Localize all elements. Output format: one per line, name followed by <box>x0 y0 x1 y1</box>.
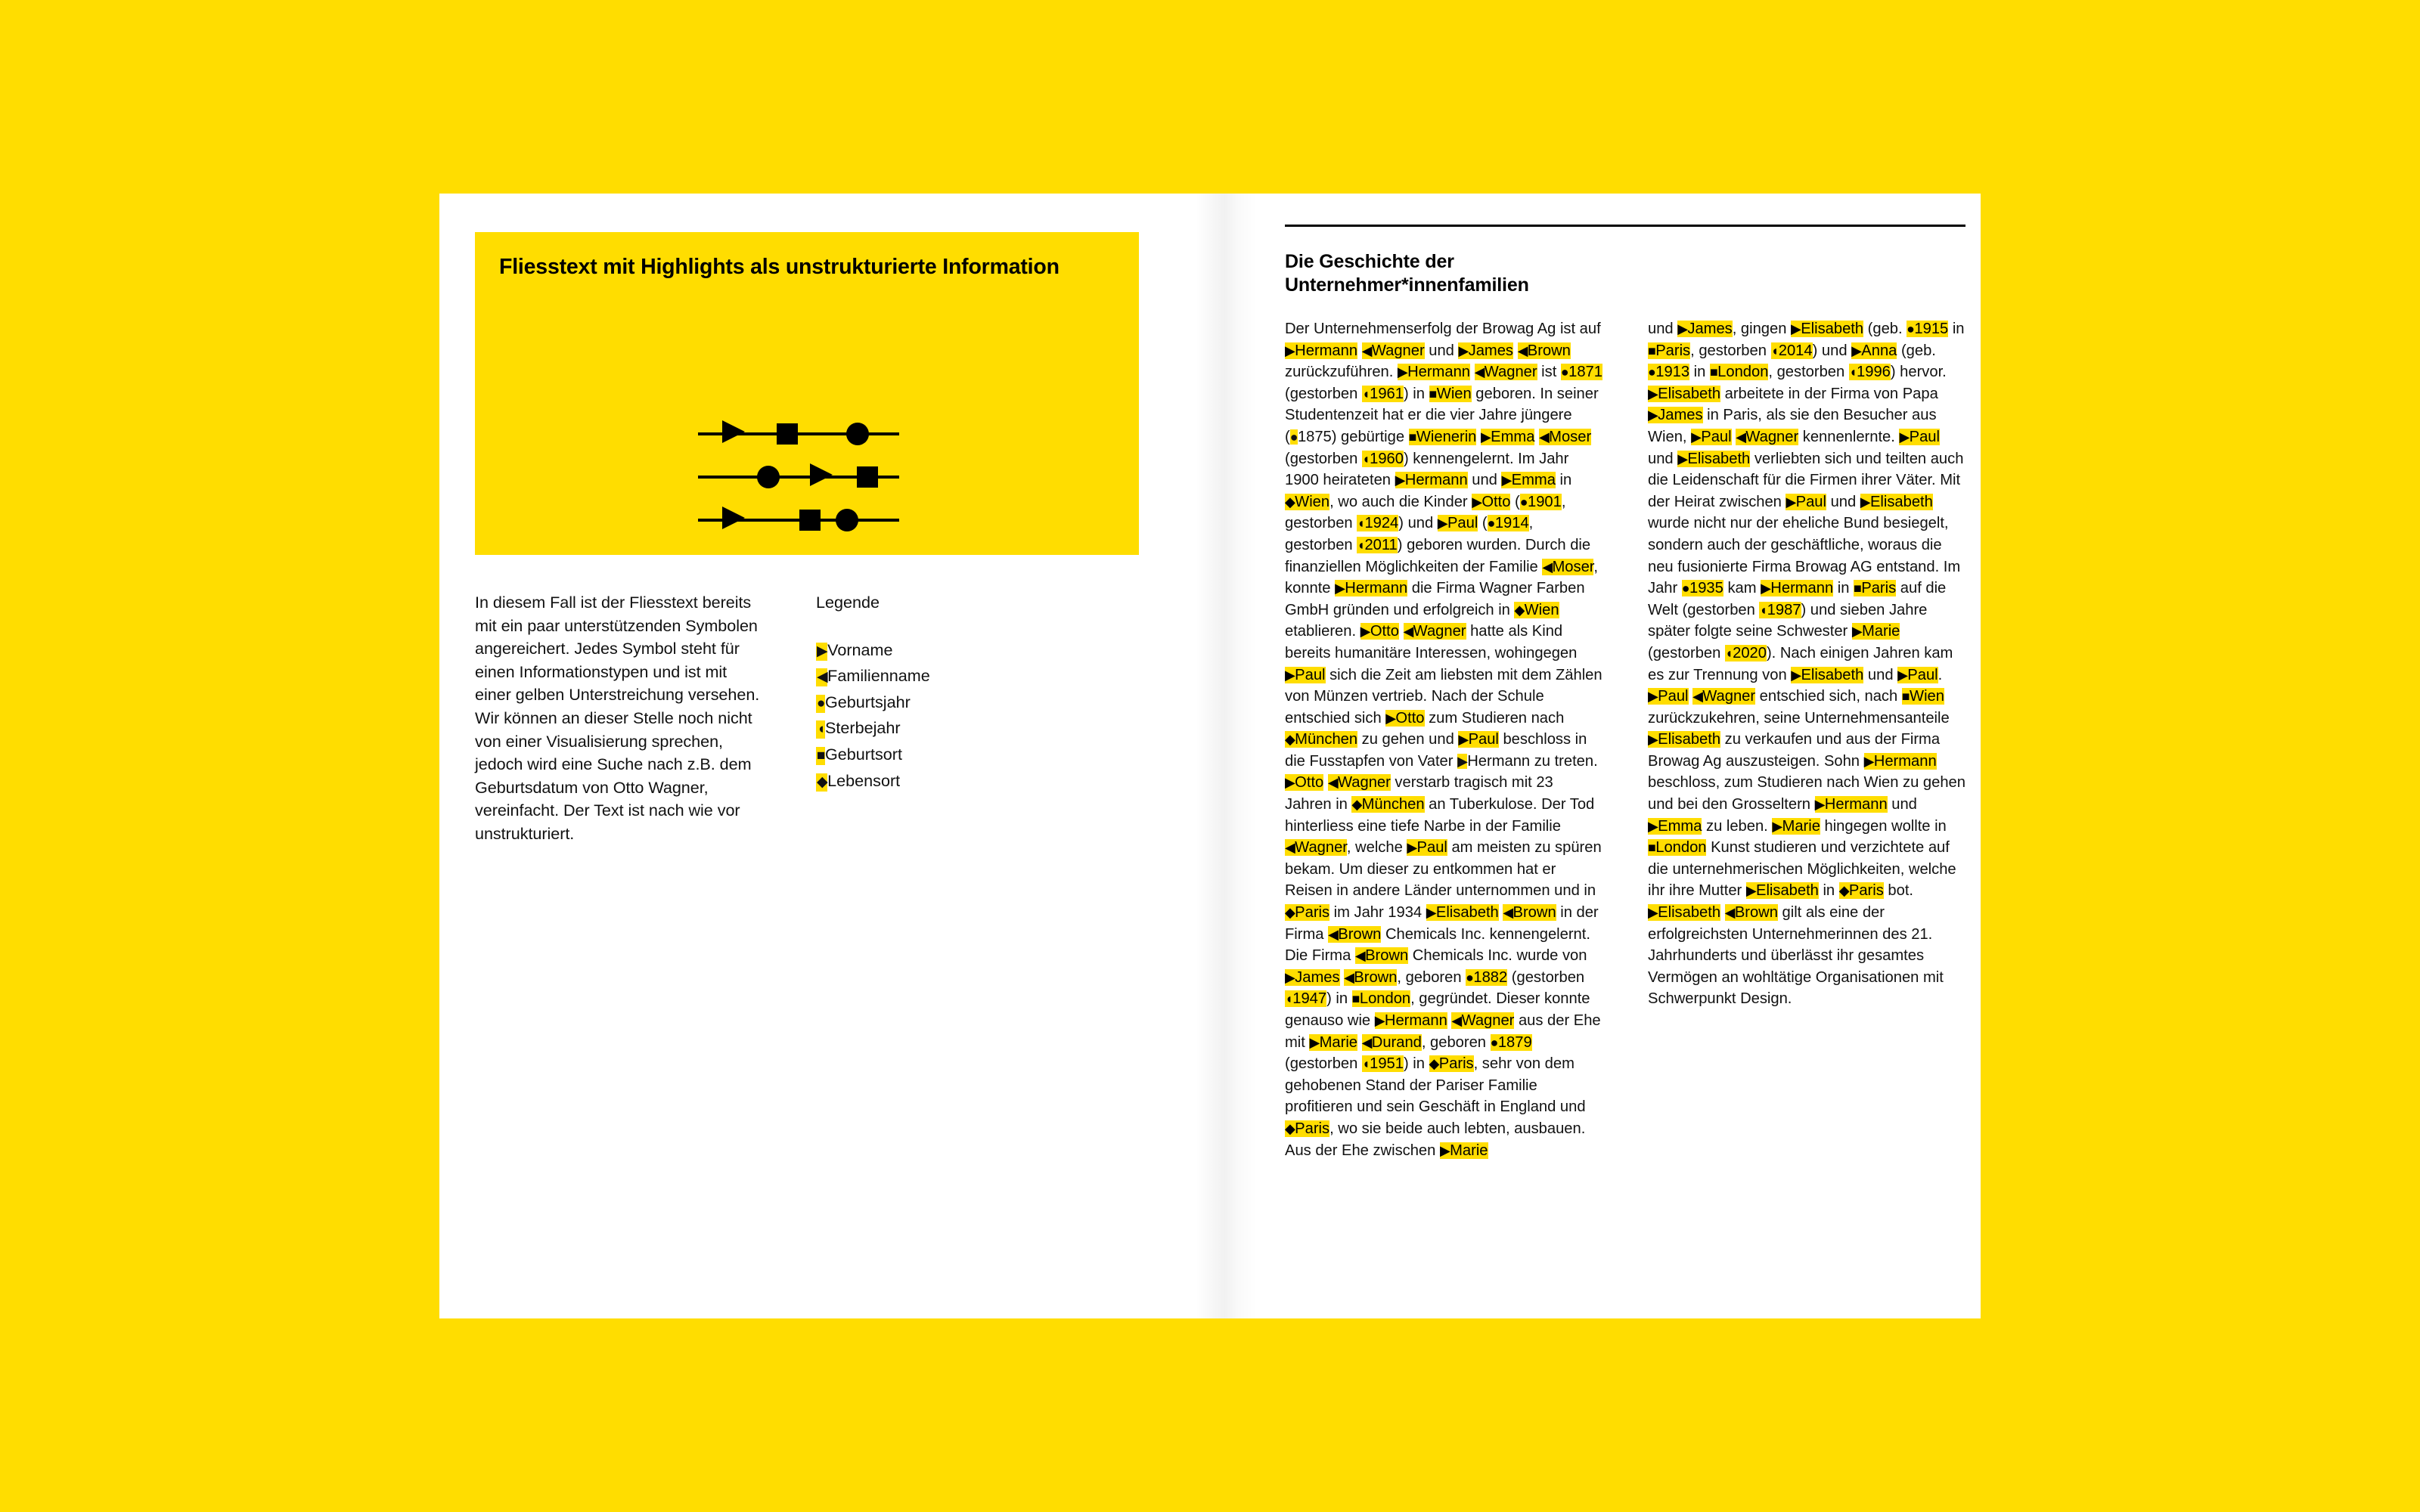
left-page <box>439 194 1210 1318</box>
symbol-row-3 <box>698 503 899 538</box>
legend <box>816 591 1043 794</box>
legend-item-lebensort <box>816 770 1043 795</box>
symbol-row-1 <box>698 417 899 451</box>
triangle-right-icon <box>722 507 745 529</box>
headline-line-2: Unternehmer*innenfamilien <box>1285 274 1529 296</box>
legend-item-sterbejahr <box>816 717 1043 742</box>
column-2 <box>1648 318 1965 1161</box>
column-1 <box>1285 318 1602 1161</box>
panel-title: Fliesstext mit Highlights als unstrukturierte Information <box>499 255 1060 279</box>
column-2-paragraph: und ▶James, gingen ▶Elisabeth (geb. ●1915 in ■Paris, gestorben ◖2014) und ▶Anna (geb. ●1913 in ■London, gestorben ◖1996) hervor. ▶Elisabeth arbeitete in der Firma von Papa ▶James in Paris, als sie den Besucher aus Wien, ▶Paul ◀Wagner kennenlernte. ▶Paul und ▶Elisabeth verliebten sich und teilten auch die Leidenschaft für die Firmen ihrer Väter. Mit der Heirat zwischen ▶Paul und ▶Elisabeth wurde nicht nur der eheliche Bund besiegelt, sondern auch der geschäftliche, woraus die neu fusionierte Firma Browag AG entstand. Im Jahr ●1935 kam ▶Hermann in ■Paris auf die Welt (gestorben ◖1987) und sieben Jahre später folgte seine Schwester ▶Marie (gestorben ◖2020). Nach einigen Jahren kam es zur Trennung von ▶Elisabeth und ▶Paul. ▶Paul ◀Wagner entschied sich, nach ■Wien zurückzukehren, seine Unternehmensanteile ▶Elisabeth zu verkaufen und aus der Firma Browag Ag auszusteigen. Sohn ▶Hermann beschloss, zum Studieren nach Wien zu gehen und bei den Grosseltern ▶Hermann und ▶Emma zu leben. ▶Marie hingegen wollte in ■London Kunst studieren und verzichtete auf die unternehmerischen Möglichkeiten, welche ihr ihre Mutter ▶Elisabeth in ◆Paris bot. ▶Elisabeth ◀Brown gilt als eine der erfolgreichsten Unternehmerinnen des 21. Jahrhunderts und überlässt ihr gesamtes Vermögen an wohltätige Organisationen mit Schwerpunkt Design. <box>1648 321 1965 1008</box>
right-page <box>1210 194 1981 1318</box>
diamond-icon: ◆ <box>817 773 828 790</box>
symbol-row-2 <box>698 460 899 494</box>
text-columns <box>1285 318 1965 1161</box>
square-icon <box>857 466 878 488</box>
square-icon <box>777 423 798 445</box>
legend-item-geburtsort <box>816 743 1043 768</box>
legend-title: Legende <box>816 593 880 612</box>
triangle-right-icon <box>722 420 745 443</box>
legend-label: Geburtsjahr <box>824 692 911 711</box>
left-body-paragraph: In diesem Fall ist der Fliesstext bereits mit ein paar unterstützenden Symbolen angereichert. Jedes Symbol steht für einen Informationstypen und ist mit einer gelben Unterstreichung versehen. Wir können an dieser Stelle noch nicht von einer Visualisierung sprechen, jedoch wird eine Suche nach z.B. dem Geburtsdatum von Otto Wagner, vereinfacht. Der Text ist nach wie vor unstrukturiert. <box>475 593 760 843</box>
legend-item-vorname <box>816 639 1043 664</box>
legend-label: Familienname <box>827 666 930 686</box>
triangle-left-icon: ◀ <box>817 669 828 686</box>
square-icon: ■ <box>817 747 825 764</box>
legend-label: Geburtsort <box>824 744 902 764</box>
square-icon <box>799 510 821 531</box>
triangle-right-icon <box>810 463 833 486</box>
triangle-right-icon: ▶ <box>817 643 828 659</box>
symbol-diagram <box>698 417 925 538</box>
page-title <box>1285 250 1814 297</box>
book-spread <box>439 194 1981 1318</box>
legend-item-familienname <box>816 665 1043 689</box>
circle-icon <box>846 423 869 445</box>
circle-icon <box>757 466 780 488</box>
column-1-paragraph: Der Unternehmenserfolg der Browag Ag ist auf ▶Hermann ◀Wagner und ▶James ◀Brown zurückzuführen. ▶Hermann ◀Wagner ist ●1871 (gestorben ◖1961) in ■Wien geboren. In seiner Studentenzeit hat er die vier Jahre jüngere (●1875) gebürtige ■Wienerin ▶Emma ◀Moser (gestorben ◖1960) kennengelernt. Im Jahr 1900 heirateten ▶Hermann und ▶Emma in ◆Wien, wo auch die Kinder ▶Otto (●1901, gestorben ◖1924) und ▶Paul (●1914, gestorben ◖2011) geboren wurden. Durch die finanziellen Möglichkeiten der Familie ◀Moser, konnte ▶Hermann die Firma Wagner Farben GmbH gründen und erfolgreich in ◆Wien etablieren. ▶Otto ◀Wagner hatte als Kind bereits humanitäre Interessen, wohingegen ▶Paul sich die Zeit am liebsten mit dem Zählen von Münzen vertrieb. Nach der Schule entschied sich ▶Otto zum Studieren nach ◆München zu gehen und ▶Paul beschloss in die Fusstapfen von Vater ▶Hermann zu treten. ▶Otto ◀Wagner verstarb tragisch mit 23 Jahren in ◆München an Tuberkulose. Der Tod hinterliess eine tiefe Narbe in der Familie ◀Wagner, welche ▶Paul am meisten zu spüren bekam. Um dieser zu entkommen hat er Reisen in andere Länder unternommen und in ◆Paris im Jahr 1934 ▶Elisabeth ◀Brown in der Firma ◀Brown Chemicals Inc. kennengelernt. Die Firma ◀Brown Chemicals Inc. wurde von ▶James ◀Brown, geboren ●1882 (gestorben ◖1947) in ■London, gegründet. Dieser konnte genauso wie ▶Hermann ◀Wagner aus der Ehe mit ▶Marie ◀Durand, geboren ●1879 (gestorben ◖1951) in ◆Paris, sehr von dem gehobenen Stand der Pariser Familie profitieren und sein Geschäft in England und ◆Paris, wo sie beide auch lebten, ausbauen. Aus der Ehe zwischen ▶Marie <box>1285 321 1602 1159</box>
circle-icon <box>836 509 858 531</box>
legend-item-geburtsjahr <box>816 691 1043 716</box>
headline-line-1: Die Geschichte der <box>1285 251 1454 272</box>
header-rule <box>1285 225 1965 227</box>
legend-label: Vorname <box>827 640 893 659</box>
legend-label: Sterbejahr <box>824 718 901 738</box>
yellow-highlight-panel <box>475 232 1139 555</box>
circle-icon: ● <box>817 695 825 711</box>
half-circle-icon: ◖ <box>817 721 825 738</box>
legend-label: Lebensort <box>827 770 901 790</box>
